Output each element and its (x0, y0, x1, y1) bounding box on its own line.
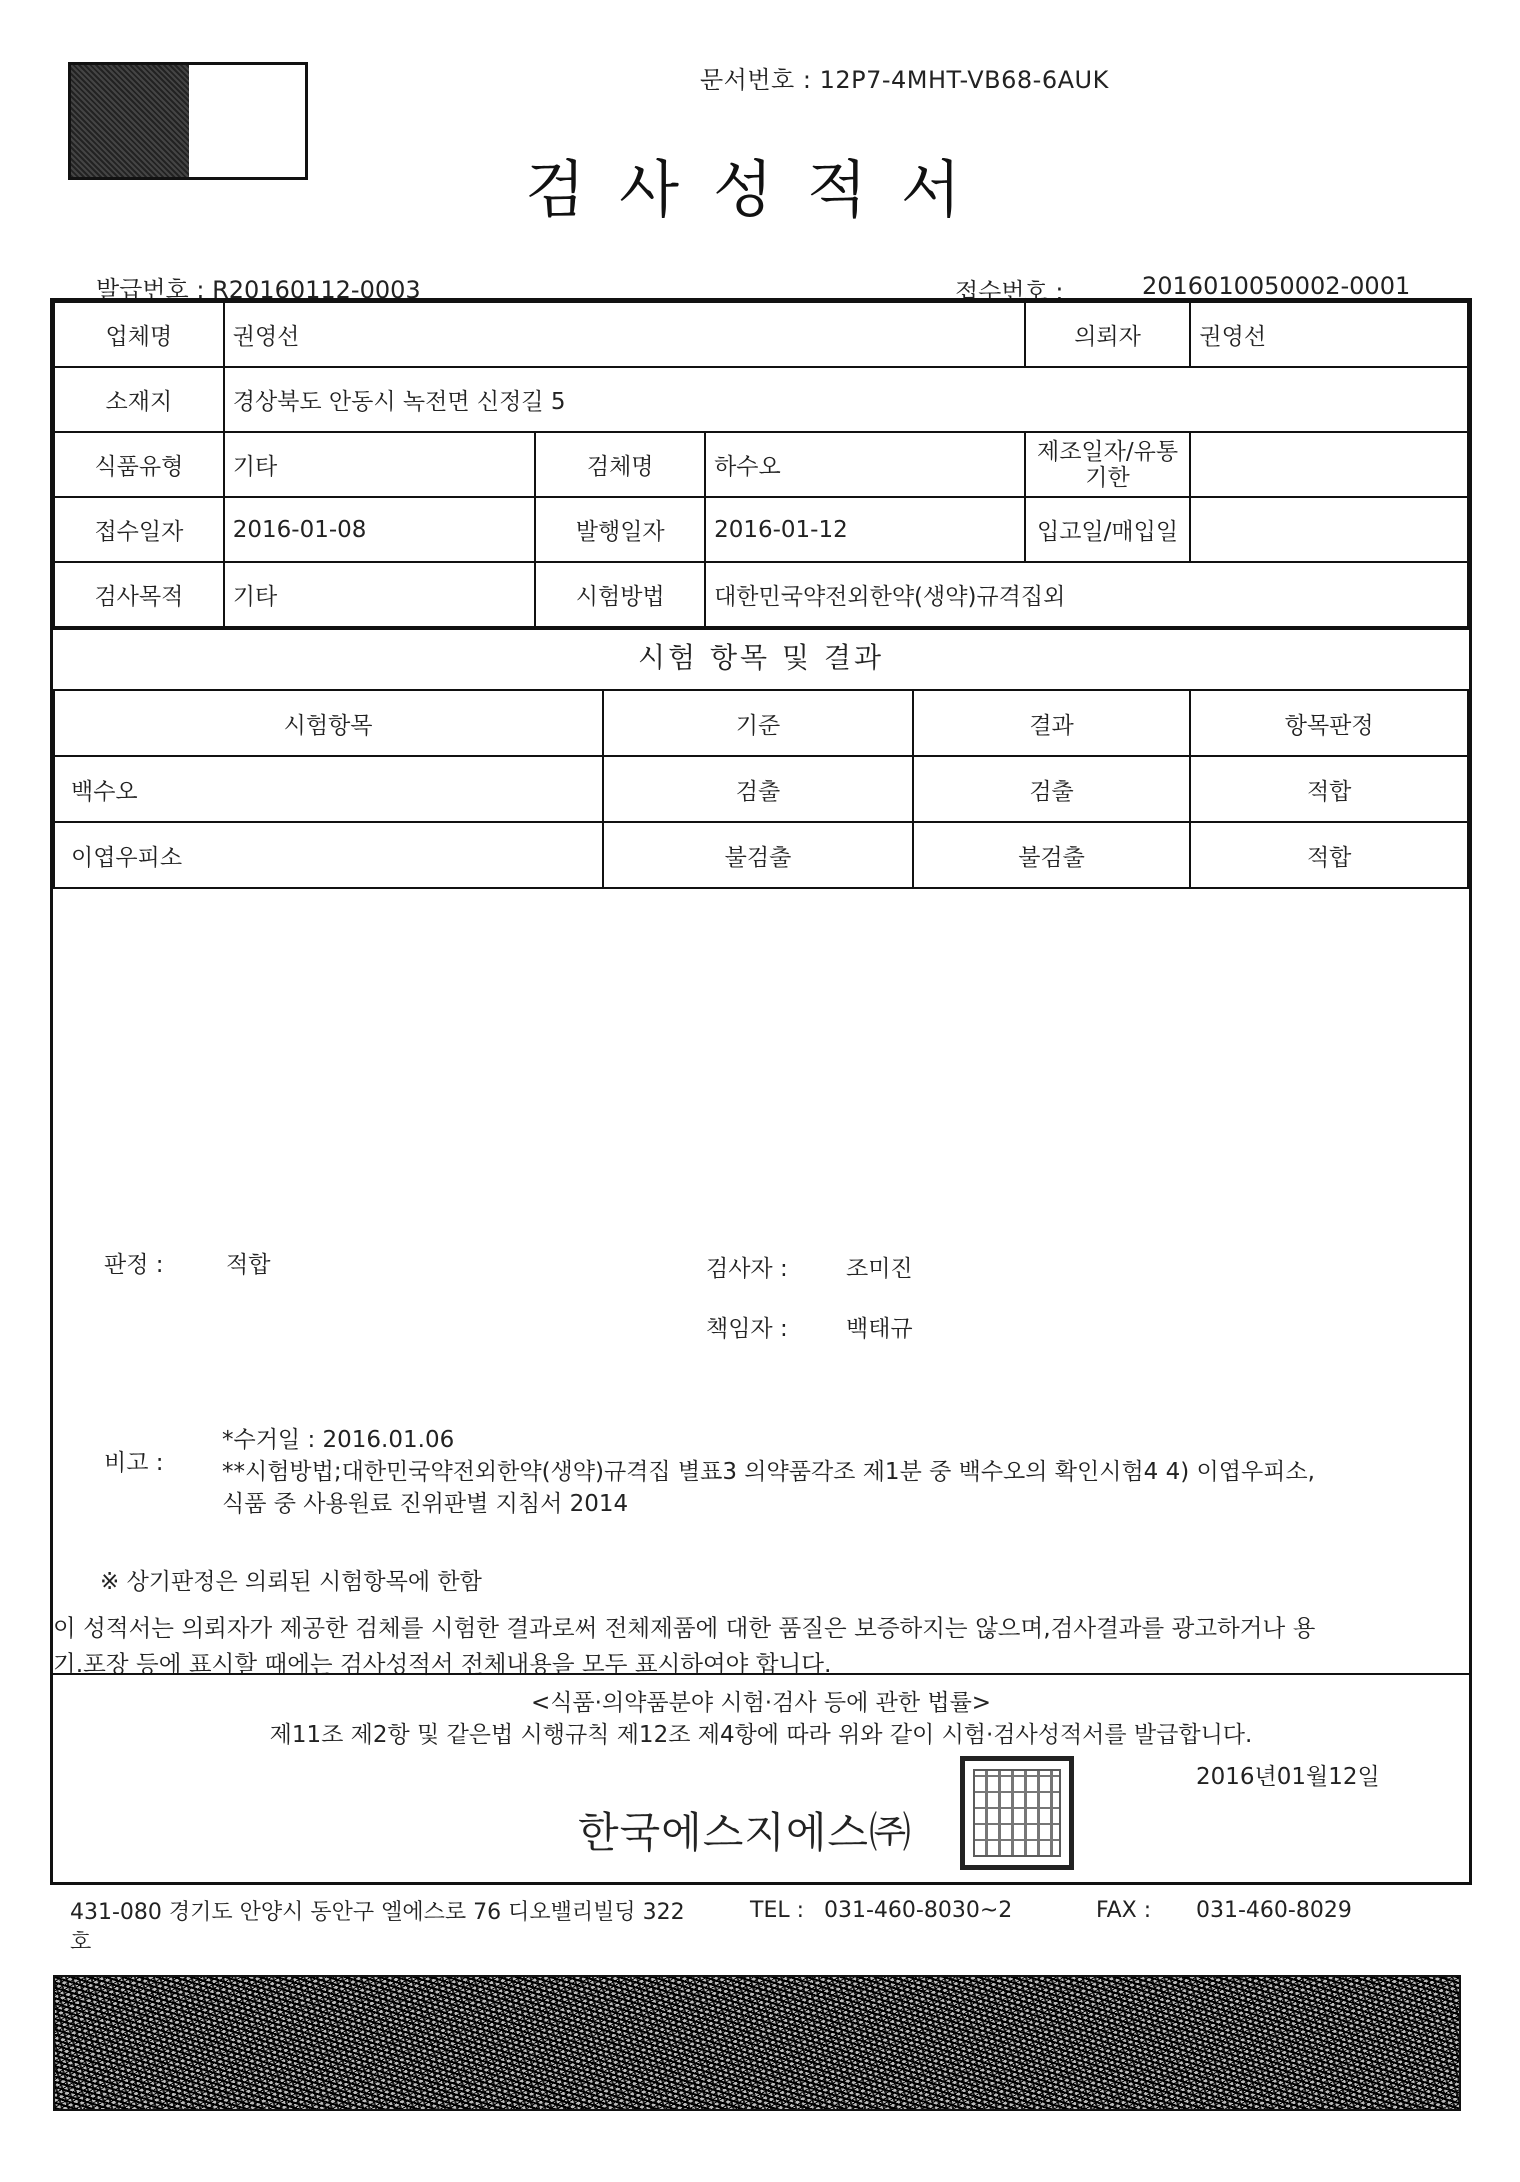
footer-tel-label: TEL : (750, 1898, 805, 1923)
remarks-label: 비고 : (104, 1450, 164, 1476)
purpose-value: 기타 (224, 562, 536, 627)
footer-address: 431-080 경기도 안양시 동안구 엘에스로 76 디오밸리빌딩 322 호 (70, 1900, 685, 1955)
manager-value: 백태규 (846, 1316, 913, 1342)
table-row (54, 822, 1468, 888)
receipt-number: 2016010050002-0001 (1142, 272, 1411, 300)
receipt-number-label: 접수번호 : (955, 278, 1064, 306)
received-value: 2016-01-08 (224, 497, 536, 562)
scope-note: ※ 상기판정은 의뢰된 시험항목에 한함 (100, 1569, 482, 1595)
header-judgment: 항목판정 (1190, 690, 1468, 756)
document-number: 문서번호 : 12P7-4MHT-VB68-6AUK (700, 66, 1109, 94)
result-judgment: 적합 (1190, 756, 1468, 822)
issue-date: 2016년01월12일 (1196, 1764, 1380, 1790)
inspector-label: 검사자 : (706, 1256, 788, 1282)
result-item: 백수오 (54, 756, 603, 822)
disclaimer (53, 1610, 1315, 1682)
result-item: 이엽우피소 (54, 822, 603, 888)
disclaimer-line-1: 이 성적서는 의뢰자가 제공한 검체를 시험한 결과로써 전체제품에 대한 품질은 보증하지는 않으며,검사결과를 광고하거나 용 (53, 1614, 1316, 1642)
issued-label: 발행일자 (535, 497, 705, 562)
company-name: 한국에스지에스㈜ (578, 1808, 913, 1857)
issued-value: 2016-01-12 (705, 497, 1025, 562)
footer-fax: 031-460-8029 (1196, 1898, 1352, 1923)
info-row-purpose (54, 562, 1468, 627)
judgment-value: 적합 (226, 1252, 271, 1278)
results-table (53, 689, 1469, 889)
requester-label: 의뢰자 (1025, 302, 1191, 367)
issue-number: 발급번호 : R20160112-0003 (96, 276, 421, 304)
result-standard: 불검출 (603, 822, 913, 888)
results-header-row (54, 690, 1468, 756)
company-label: 업체명 (54, 302, 224, 367)
stock-label: 입고일/매입일 (1025, 497, 1191, 562)
law-statement: 제11조 제2항 및 같은법 시행규칙 제12조 제4항에 따라 위와 같이 시험·검사성적서를 발급합니다. (269, 1722, 1253, 1748)
address-label: 소재지 (54, 367, 224, 432)
company-seal (960, 1756, 1074, 1870)
footer-fax-label: FAX : (1096, 1898, 1152, 1923)
result-standard: 검출 (603, 756, 913, 822)
inspector-value: 조미진 (846, 1256, 913, 1282)
stock-value (1190, 497, 1468, 562)
info-row-dates (54, 497, 1468, 562)
sample-value: 하수오 (705, 432, 1025, 497)
requester-value: 권영선 (1190, 302, 1468, 367)
result-value: 검출 (913, 756, 1191, 822)
footer-tel: 031-460-8030~2 (824, 1898, 1013, 1923)
company-value: 권영선 (224, 302, 1025, 367)
method-label: 시험방법 (535, 562, 705, 627)
mfg-label: 제조일자/유통기한 (1025, 432, 1191, 497)
manager-label: 책임자 : (706, 1316, 788, 1342)
header-test-item: 시험항목 (54, 690, 603, 756)
info-row-address (54, 367, 1468, 432)
method-value: 대한민국약전외한약(생약)규격집외 (705, 562, 1468, 627)
law-title: <식품·의약품분야 시험·검사 등에 관한 법률> (530, 1690, 992, 1716)
purpose-label: 검사목적 (54, 562, 224, 627)
info-table (53, 301, 1469, 628)
seal-pattern (973, 1769, 1061, 1857)
disclaimer-line-2: 기.포장 등에 표시할 때에는 검사성적서 전체내용을 모두 표시하여야 합니다. (53, 1650, 832, 1678)
judgment-label: 판정 : (104, 1252, 164, 1278)
info-row-company (54, 302, 1468, 367)
header-standard: 기준 (603, 690, 913, 756)
results-title: 시험 항목 및 결과 (637, 641, 885, 674)
received-label: 접수일자 (54, 497, 224, 562)
mfg-value (1190, 432, 1468, 497)
address-value: 경상북도 안동시 녹전면 신정길 5 (224, 367, 1468, 432)
table-row (54, 756, 1468, 822)
header-result: 결과 (913, 690, 1191, 756)
remarks (222, 1424, 1315, 1520)
security-barcode (53, 1975, 1461, 2111)
page-title: 검사성적서 (525, 153, 995, 226)
info-row-food-type (54, 432, 1468, 497)
sample-label: 검체명 (535, 432, 705, 497)
remarks-line-2: **시험방법;대한민국약전외한약(생약)규격집 별표3 의약품각조 제1분 중 백수오의 확인시험4 4) 이엽우피소, (222, 1459, 1315, 1485)
result-value: 불검출 (913, 822, 1191, 888)
food-type-value: 기타 (224, 432, 536, 497)
result-judgment: 적합 (1190, 822, 1468, 888)
food-type-label: 식품유형 (54, 432, 224, 497)
section-divider (53, 628, 1469, 630)
remarks-line-3: 식품 중 사용원료 진위판별 지침서 2014 (222, 1491, 629, 1517)
law-divider (53, 1673, 1469, 1675)
remarks-line-1: *수거일 : 2016.01.06 (222, 1427, 455, 1453)
